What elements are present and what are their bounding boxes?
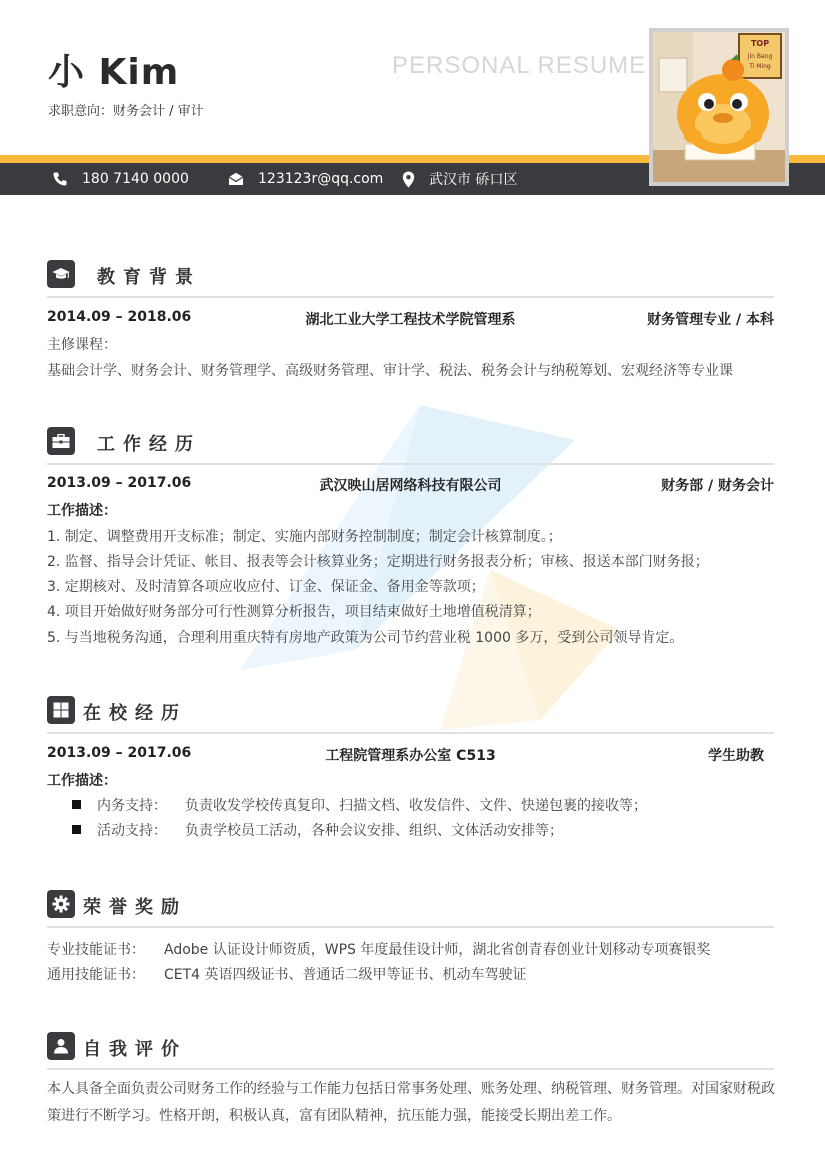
campus-desc-label: 工作描述： bbox=[47, 773, 117, 789]
section-divider bbox=[47, 732, 774, 734]
cert-item bbox=[47, 939, 710, 959]
windows-grid-icon bbox=[47, 696, 75, 724]
section-divider bbox=[47, 926, 774, 928]
courses-label: 主修课程： bbox=[47, 337, 117, 353]
cert-item bbox=[47, 964, 527, 984]
courses-text: 基础会计学、财务会计、财务管理学、高级财务管理、审计学、税法、税务会计与纳税筹划、宏观经济等专业课 bbox=[47, 363, 733, 379]
cert-label: 专业技能证书： bbox=[47, 942, 145, 958]
education-section-header bbox=[47, 260, 774, 290]
education-school: 湖北工业大学工程技术学院管理系 bbox=[305, 312, 516, 328]
honors-title: 荣誉奖励 bbox=[83, 897, 187, 918]
work-item: 1. 制定、调整费用开支标准；制定、实施内部财务控制制度；制定会计核算制度。； bbox=[47, 529, 562, 545]
gear-icon bbox=[47, 890, 75, 918]
honors-section-header bbox=[47, 890, 774, 920]
campus-title: 在校经历 bbox=[83, 703, 187, 724]
resume-header bbox=[0, 0, 825, 200]
campus-item-label: 内务支持： bbox=[97, 798, 167, 814]
campus-item-label: 活动支持： bbox=[97, 823, 167, 839]
education-title: 教育背景 bbox=[97, 267, 201, 288]
photo-sign-line1: TOP bbox=[750, 39, 770, 48]
work-item: 5. 与当地税务沟通，合理利用重庆特有房地产政策为公司节约营业税 1000 多万，受到公司领导肯定。 bbox=[47, 630, 684, 646]
email-address[interactable]: 123123r@qq.com bbox=[258, 171, 384, 187]
work-date: 2013.09 – 2017.06 bbox=[47, 475, 192, 491]
briefcase-icon bbox=[47, 427, 75, 455]
location-text: 武汉市 硚口区 bbox=[429, 172, 518, 188]
mail-icon bbox=[228, 172, 244, 186]
bullet-square bbox=[72, 800, 81, 809]
job-intent: 求职意向：财务会计 / 审计 bbox=[48, 104, 204, 119]
campus-date: 2013.09 – 2017.06 bbox=[47, 745, 192, 761]
contact-location bbox=[402, 163, 517, 195]
self-section-header bbox=[47, 1032, 774, 1062]
profile-photo bbox=[649, 28, 789, 186]
section-divider bbox=[47, 463, 774, 465]
phone-number: 180 7140 0000 bbox=[82, 171, 189, 187]
photo-sign-line2: Jin Bang bbox=[747, 53, 773, 60]
campus-item-text: 负责学校员工活动，各种会议安排、组织、文体活动安排等； bbox=[185, 823, 563, 839]
work-desc-label: 工作描述： bbox=[47, 503, 117, 519]
work-title: 工作经历 bbox=[97, 434, 201, 455]
photo-sign-line3: Ti Ming bbox=[749, 63, 771, 70]
section-divider bbox=[47, 1068, 774, 1070]
work-row bbox=[47, 475, 774, 495]
contact-email bbox=[228, 163, 383, 195]
phone-icon bbox=[52, 171, 68, 187]
work-item: 2. 监督、指导会计凭证、帐目、报表等会计核算业务；定期进行财务报表分析；审核、报送本部门财务报； bbox=[47, 554, 709, 570]
campus-item bbox=[72, 820, 563, 840]
campus-item bbox=[72, 795, 647, 815]
cert-label: 通用技能证书： bbox=[47, 967, 145, 983]
work-section-header bbox=[47, 427, 774, 457]
education-row bbox=[47, 309, 774, 329]
campus-place: 工程院管理系办公室 C513 bbox=[325, 748, 496, 764]
education-major: 财务管理专业 / 本科 bbox=[647, 312, 774, 328]
cert-text: Adobe 认证设计师资质，WPS 年度最佳设计师，湖北省创青春创业计划移动专项赛银奖 bbox=[164, 942, 711, 958]
campus-item-text: 负责收发学校传真复印、扫描文档、收发信件、文件、快递包裹的接收等； bbox=[185, 798, 647, 814]
self-title: 自我评价 bbox=[83, 1039, 187, 1060]
work-item: 3. 定期核对、及时清算各项应收应付、订金、保证金、备用金等款项； bbox=[47, 579, 485, 595]
location-pin-icon bbox=[402, 171, 415, 188]
person-icon bbox=[47, 1032, 75, 1060]
section-divider bbox=[47, 296, 774, 298]
cert-text: CET4 英语四级证书、普通话二级甲等证书、机动车驾驶证 bbox=[164, 967, 527, 983]
education-date: 2014.09 – 2018.06 bbox=[47, 309, 192, 325]
work-company: 武汉映山居网络科技有限公司 bbox=[319, 478, 502, 494]
contact-phone bbox=[52, 163, 189, 195]
work-role: 财务部 / 财务会计 bbox=[661, 478, 774, 494]
graduation-cap-icon bbox=[47, 260, 75, 288]
work-item: 4. 项目开始做好财务部分可行性测算分析报告，项目结束做好土地增值税清算； bbox=[47, 604, 541, 620]
campus-section-header bbox=[47, 696, 774, 726]
personal-resume-banner: PERSONAL RESUME bbox=[392, 52, 647, 79]
campus-role: 学生助教 bbox=[708, 748, 764, 764]
bullet-square bbox=[72, 825, 81, 834]
candidate-name: 小 Kim bbox=[48, 52, 180, 93]
campus-row bbox=[47, 745, 774, 765]
self-evaluation-text: 本人具备全面负责公司财务工作的经验与工作能力包括日常事务处理、账务处理、纳税管理、财务管理。对国家财税政策进行不断学习。性格开朗，积极认真，富有团队精神，抗压能力强，能接受长期出差工作。 bbox=[47, 1081, 775, 1124]
